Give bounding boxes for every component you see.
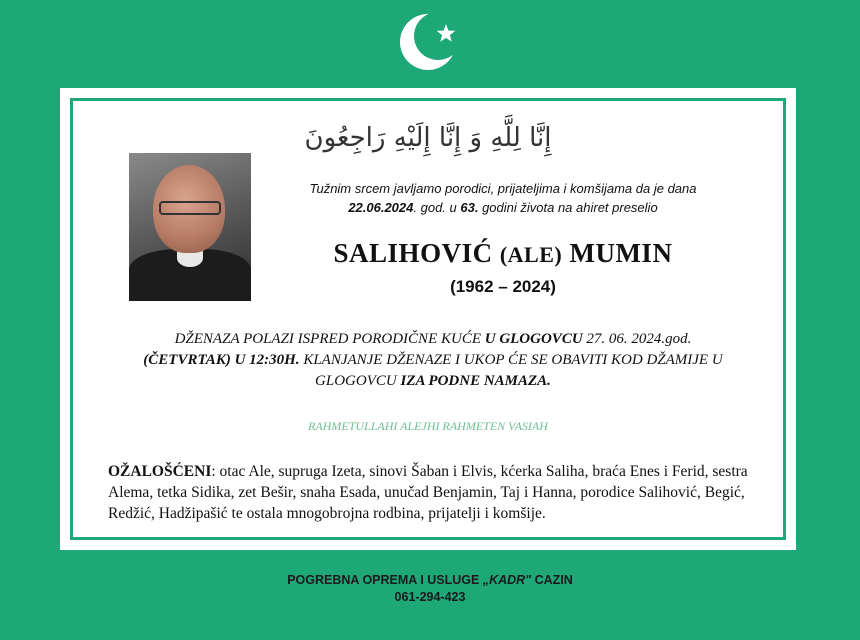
intro-end: godini života na ahiret preselio (478, 200, 658, 215)
funeral-place: U GLOGOVCU (484, 331, 583, 347)
funeral-home-name (0, 572, 860, 589)
intro-line: Tužnim srcem javljamo porodici, prijateljima i komšijama da je dana (309, 181, 697, 196)
funeral-prayer: IZA PODNE NAMAZA. (400, 373, 551, 389)
footer-text: POGREBNA OPREMA I USLUGE (287, 573, 483, 587)
funeral-text-3: KLANJANJE DŽENAZE I UKOP ĆE SE OBAVITI KOD DŽAMIJE U GLOGOVCU (299, 352, 723, 389)
mourners-label: OŽALOŠĆENI (108, 463, 212, 480)
funeral-home-phone: 061-294-423 (394, 590, 466, 604)
mourners-text: : otac Ale, supruga Izeta, sinovi Šaban i Elvis, kćerka Saliha, braća Enes i Ferid, sestra Alema, tetka Sidika, zet Bešir, snaha Esada, unučad Benjamin, Taj i Hanna, porodice Salihović, Begić, Redžić, Hadžipašić te ostala mnogobrojna rodbina, prijatelji i komšije. (108, 463, 748, 522)
footer-city: CAZIN (531, 573, 573, 587)
deceased-photo (129, 153, 251, 301)
funeral-home-footer (0, 572, 860, 606)
notice-inner-border (70, 98, 786, 540)
footer-brand: „KADR" (482, 573, 532, 587)
funeral-details (103, 329, 763, 392)
surname: SALIHOVIĆ (333, 238, 493, 268)
death-date: 22.06.2024 (348, 200, 414, 215)
intro-text (268, 179, 738, 217)
rahmet-line: RAHMETULLAHI ALEJHI RAHMETEN VASIAH (308, 419, 548, 433)
life-years: (1962 – 2024) (450, 277, 556, 296)
nickname: (ALE) (499, 242, 563, 267)
funeral-text-2: .god. (661, 331, 692, 347)
notice-frame (60, 88, 796, 550)
arabic-verse: إِنَّا لِلَّهِ وَ إِنَّا إِلَيْهِ رَاجِعُونَ (304, 123, 552, 153)
funeral-day-time: (ČETVRTAK) U 12:30H. (143, 352, 300, 368)
intro-mid: . god. u (413, 200, 461, 215)
age: 63. (460, 200, 479, 215)
mourners-list (108, 461, 768, 524)
deceased-name (268, 238, 738, 269)
funeral-text-1: DŽENAZA POLAZI ISPRED PORODIČNE KUĆE (174, 331, 485, 347)
firstname: MUMIN (569, 238, 673, 268)
crescent-star-icon (398, 8, 462, 72)
funeral-date: 27. 06. 2024 (582, 331, 662, 347)
